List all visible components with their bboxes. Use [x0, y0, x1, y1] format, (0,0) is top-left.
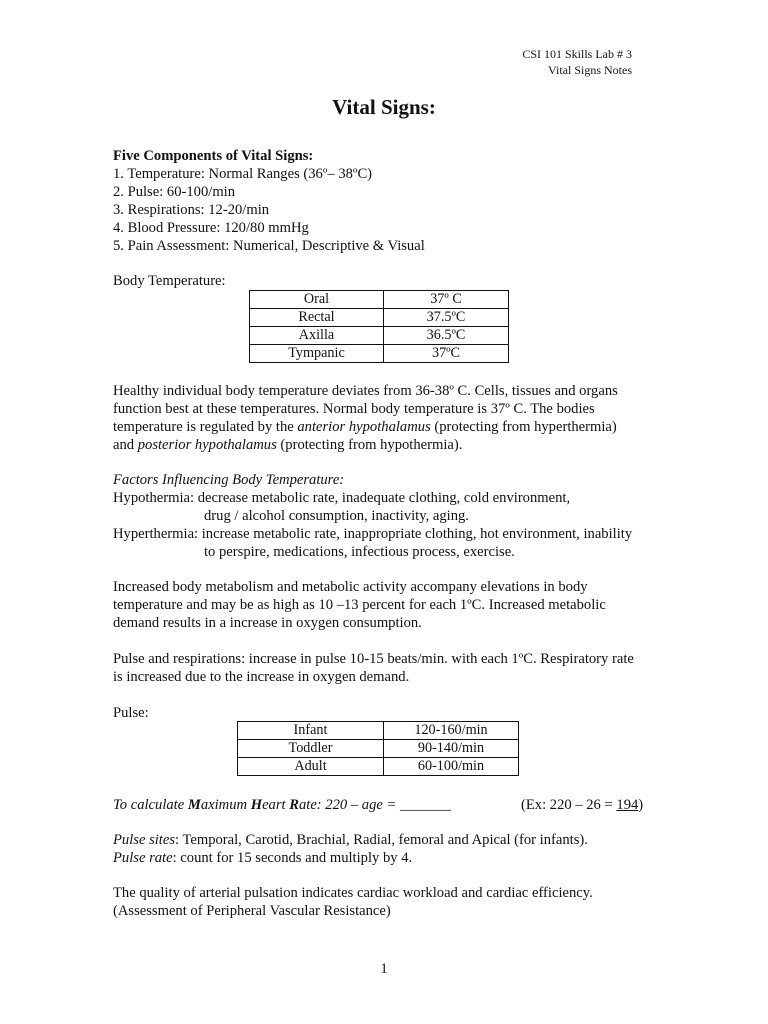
factors-heading: Factors Influencing Body Temperature: [113, 472, 345, 488]
text-run: aximum [200, 797, 251, 813]
table-cell: Axilla [250, 327, 384, 345]
table-cell: 37ºC [384, 345, 509, 363]
pulse-sites-line [113, 831, 673, 849]
page-number: 1 [380, 961, 388, 977]
page-header [522, 46, 632, 78]
hyperthermia-line: Hyperthermia: increase metabolic rate, inappropriate clothing, hot environment, inability [113, 526, 633, 542]
pulse-info-section [113, 831, 673, 867]
paragraph-line: is increased due to the increase in oxygen demand. [113, 669, 410, 685]
table-cell: Oral [250, 291, 384, 309]
paragraph-line: Increased body metabolism and metabolic activity accompany elevations in body [113, 579, 588, 595]
text-run: (Ex: 220 – 26 = [521, 797, 617, 813]
body-temperature-table [249, 290, 509, 363]
table-row [250, 291, 509, 309]
table-cell: Adult [238, 758, 384, 776]
pulse-sites-label: Pulse sites [113, 832, 176, 848]
text-run: (protecting from hyperthermia) [430, 419, 617, 435]
hypothermia-line: Hypothermia: decrease metabolic rate, inadequate clothing, cold environment, [113, 490, 571, 506]
text-run: : Temporal, Carotid, Brachial, Radial, femoral and Apical (for infants). [175, 832, 588, 848]
table-row [238, 722, 519, 740]
table-cell: Infant [238, 722, 384, 740]
component-item: 4. Blood Pressure: 120/80 mmHg [113, 220, 309, 236]
table-row [238, 758, 519, 776]
components-section [113, 147, 673, 255]
text-run: eart [262, 797, 290, 813]
course-label: CSI 101 Skills Lab # 3 [522, 47, 632, 61]
pulse-rate-line [113, 849, 673, 867]
bold-letter: M [187, 797, 201, 813]
paragraph-line: function best at these temperatures. Normal body temperature is 37º C. The bodies [113, 401, 595, 417]
table-cell: 120-160/min [384, 722, 519, 740]
bold-letter: H [250, 797, 263, 813]
table-row [250, 345, 509, 363]
table-row [238, 740, 519, 758]
body-temperature-label: Body Temperature: [113, 273, 226, 289]
example-result: 194 [616, 797, 639, 813]
table-row [250, 327, 509, 345]
components-heading: Five Components of Vital Signs: [113, 148, 314, 164]
metabolism-paragraph [113, 578, 673, 632]
component-item: 1. Temperature: Normal Ranges (36º– 38ºC) [113, 166, 373, 182]
component-item: 3. Respirations: 12-20/min [113, 202, 270, 218]
paragraph-line: Healthy individual body temperature deviates from 36-38º C. Cells, tissues and organs [113, 383, 618, 399]
table-cell: Toddler [238, 740, 384, 758]
anterior-hypothalamus-term: anterior hypothalamus [297, 419, 431, 435]
table-cell: Rectal [250, 309, 384, 327]
text-run: and [113, 437, 138, 453]
table-cell: 60-100/min [384, 758, 519, 776]
pulse-respiration-paragraph [113, 650, 693, 686]
table-cell: 36.5ºC [384, 327, 509, 345]
component-item: 5. Pain Assessment: Numerical, Descriptive & Visual [113, 238, 425, 254]
text-run: : count for 15 seconds and multiply by 4. [172, 850, 413, 866]
component-item: 2. Pulse: 60-100/min [113, 184, 236, 200]
max-heart-rate-line [113, 796, 673, 814]
table-cell: 37º C [384, 291, 509, 309]
bold-letter: R [289, 797, 299, 813]
pulse-table [237, 721, 519, 776]
table-row [250, 309, 509, 327]
table-cell: Tympanic [250, 345, 384, 363]
hyperthermia-line: to perspire, medications, infectious process, exercise. [204, 544, 515, 560]
arterial-pulsation-paragraph [113, 884, 673, 920]
temperature-paragraph [113, 382, 673, 454]
paragraph-line: demand results in a increase in oxygen consumption. [113, 615, 422, 631]
pulse-rate-label: Pulse rate [113, 850, 173, 866]
paragraph-line [113, 436, 673, 454]
paragraph-line: The quality of arterial pulsation indicates cardiac workload and cardiac efficiency. [113, 885, 593, 901]
posterior-hypothalamus-term: posterior hypothalamus [137, 437, 277, 453]
text-run: To calculate [113, 797, 188, 813]
page-title: Vital Signs: [332, 95, 436, 119]
paragraph-line: Pulse and respirations: increase in pulse 10-15 beats/min. with each 1ºC. Respiratory rate [113, 651, 634, 667]
text-run: (protecting from hypothermia). [276, 437, 463, 453]
pulse-label: Pulse: [113, 705, 149, 721]
table-cell: 90-140/min [384, 740, 519, 758]
paragraph-line [113, 418, 673, 436]
example-text [521, 796, 643, 814]
formula-text [113, 797, 451, 813]
hypothermia-line: drug / alcohol consumption, inactivity, aging. [204, 508, 469, 524]
table-cell: 37.5ºC [384, 309, 509, 327]
paragraph-line: (Assessment of Peripheral Vascular Resistance) [113, 903, 391, 919]
notes-label: Vital Signs Notes [548, 63, 632, 77]
text-run: temperature is regulated by the [113, 419, 298, 435]
text-run: ) [638, 797, 644, 813]
paragraph-line: temperature and may be as high as 10 –13 percent for each 1ºC. Increased metabolic [113, 597, 606, 613]
text-run: ate: 220 – age = _______ [298, 797, 452, 813]
factors-section [113, 471, 673, 561]
